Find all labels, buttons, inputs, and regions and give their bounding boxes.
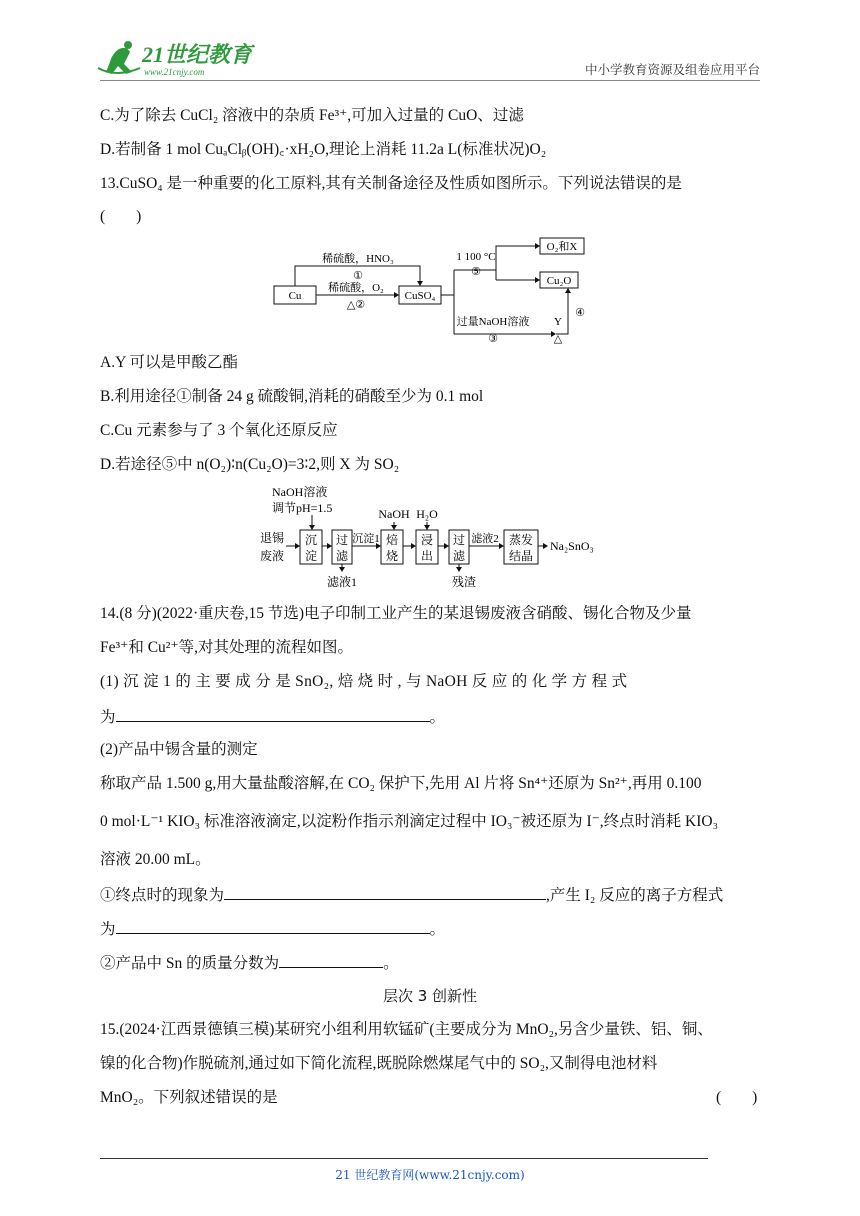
route3-number: ③ <box>488 333 498 345</box>
svg-text:结晶: 结晶 <box>508 549 534 563</box>
svg-text:蒸发: 蒸发 <box>508 533 534 547</box>
section-heading-level3: 层次 3 创新性 <box>382 987 478 1005</box>
footer-divider <box>100 1158 708 1159</box>
heat-symbol: △ <box>553 333 563 345</box>
svg-text:浸: 浸 <box>420 533 434 547</box>
answer-blank-endpoint[interactable] <box>224 883 546 900</box>
naoh-label: NaOH <box>378 507 410 521</box>
svg-text:沉: 沉 <box>304 533 318 547</box>
logo-url: www.21cnjy.com <box>144 67 205 77</box>
question-13-stem: 13.CuSO₄ 是一种重要的化工原料,其有关制备途径及性质如图所示。下列说法错误的是 <box>100 175 682 192</box>
route4-number: ④ <box>575 307 585 319</box>
residue-label: 残渣 <box>451 575 477 589</box>
question-14-sub2: ②产品中 Sn 的质量分数为 。 <box>100 951 399 975</box>
question-15-answer-paren: ( ) <box>716 1089 758 1106</box>
svg-text:出: 出 <box>420 549 434 563</box>
cuso4-pathway-diagram <box>268 236 598 346</box>
option-a-q13: A.Y 可以是甲酸乙酯 <box>100 354 239 371</box>
cuso4-label: CuSO₄ <box>404 290 436 302</box>
filtrate1-label: 滤液1 <box>326 575 358 589</box>
tin-recovery-flow-diagram <box>254 482 614 592</box>
header-divider <box>100 80 760 81</box>
logo-text: 21世纪教育 <box>142 42 253 67</box>
question-15-stem-2: 镍的化合物)作脱硫剂,通过如下简化流程,既脱除燃煤尾气中的 SO₂,又制得电池材料 <box>100 1055 658 1072</box>
svg-text:烧: 烧 <box>385 549 399 563</box>
question-14-stem-1: 14.(8 分)(2022·重庆卷,15 节选)电子印制工业产生的某退锡废液含硝酸、锡化合物及少量 <box>100 605 692 622</box>
ph-adjust-label: 调节pH=1.5 <box>272 501 333 515</box>
svg-text:淀: 淀 <box>304 549 318 563</box>
route1-label: 稀硫酸，HNO₃ <box>322 253 394 265</box>
question-14-part1-answer: 为 。 <box>100 705 445 729</box>
option-d-q12: D.若制备 1 mol CuₐClᵦ(OH)꜀·xH₂O,理论上消耗 11.2a L(标准状况)O₂ <box>100 141 547 158</box>
svg-text:过: 过 <box>452 533 466 547</box>
route5-label: 1 100 °C <box>456 251 496 263</box>
option-b-q13: B.利用途径①制备 24 g 硫酸铜,消耗的硝酸至少为 0.1 mol <box>100 388 484 405</box>
question-15-stem-1: 15.(2024·江西景德镇三模)某研究小组利用软锰矿(主要成分为 MnO₂,另含少量铁、铝、铜、 <box>100 1021 713 1038</box>
route2-number: △② <box>346 299 366 311</box>
header-platform-name: 中小学教育资源及组卷应用平台 <box>584 62 760 77</box>
route3-label: 过量NaOH溶液 <box>456 316 530 328</box>
answer-blank-equation[interactable] <box>116 705 430 722</box>
question-14-part2-text-3: 溶液 20.00 mL。 <box>100 851 211 868</box>
answer-blank-mass-fraction[interactable] <box>279 951 383 968</box>
site-logo <box>96 38 266 80</box>
precipitate1-label: 沉淀1 <box>352 533 380 545</box>
question-14-sub1: ①终点时的现象为 ,产生 I₂ 反应的离子方程式 <box>100 883 723 907</box>
footer-site-link[interactable]: 21 世纪教育网(www.21cnjy.com) <box>335 1168 525 1182</box>
cu-label: Cu <box>288 290 302 302</box>
question-14-stem-2: Fe³⁺和 Cu²⁺等,对其处理的流程如图。 <box>100 639 353 656</box>
feed-label-1: 退锡 <box>260 531 285 545</box>
svg-text:焙: 焙 <box>385 533 399 547</box>
o2-x-label: O₂和X <box>546 241 578 253</box>
water-label: H₂O <box>416 507 438 521</box>
option-d-q13: D.若途径⑤中 n(O₂)∶n(Cu₂O)=3∶2,则 X 为 SO₂ <box>100 456 400 473</box>
option-c-q13: C.Cu 元素参与了 3 个氧化还原反应 <box>100 422 338 439</box>
route2-label: 稀硫酸，O₂ <box>328 282 384 294</box>
question-14-part2: (2)产品中锡含量的测定 <box>100 741 258 758</box>
route5-number: ⑤ <box>471 266 481 278</box>
svg-text:滤: 滤 <box>452 549 466 563</box>
feed-label-2: 废液 <box>260 549 285 563</box>
svg-text:过: 过 <box>335 533 349 547</box>
question-14-part2-text-2: 0 mol·L⁻¹ KIO₃ 标准溶液滴定,以淀粉作指示剂滴定过程中 IO₃⁻被还原为 I⁻,终点时消耗 KIO₃ <box>100 813 719 830</box>
filtrate2-label: 滤液2 <box>471 533 499 545</box>
question-14-sub1-answer: 为 。 <box>100 917 445 941</box>
route1-number: ① <box>353 270 363 282</box>
option-c-q12: C.为了除去 CuCl₂ 溶液中的杂质 Fe³⁺,可加入过量的 CuO、过滤 <box>100 107 524 124</box>
cu2o-label: Cu₂O <box>546 275 572 287</box>
y-reagent: Y <box>554 316 562 328</box>
svg-text:滤: 滤 <box>335 549 349 563</box>
naoh-solution-label: NaOH溶液 <box>272 485 328 499</box>
answer-blank-ionic-equation[interactable] <box>116 917 430 934</box>
product-label: Na₂SnO₃ <box>550 539 594 553</box>
question-14-part2-text-1: 称取产品 1.500 g,用大量盐酸溶解,在 CO₂ 保护下,先用 Al 片将 Sn⁴⁺还原为 Sn²⁺,再用 0.100 <box>100 775 702 792</box>
question-13-answer-paren: ( ) <box>100 208 142 225</box>
question-14-part1: (1) 沉 淀 1 的 主 要 成 分 是 SnO₂, 焙 烧 时 , 与 NaOH 反 应 的 化 学 方 程 式 <box>100 673 628 690</box>
question-15-stem-3: MnO₂。下列叙述错误的是 <box>100 1089 278 1106</box>
